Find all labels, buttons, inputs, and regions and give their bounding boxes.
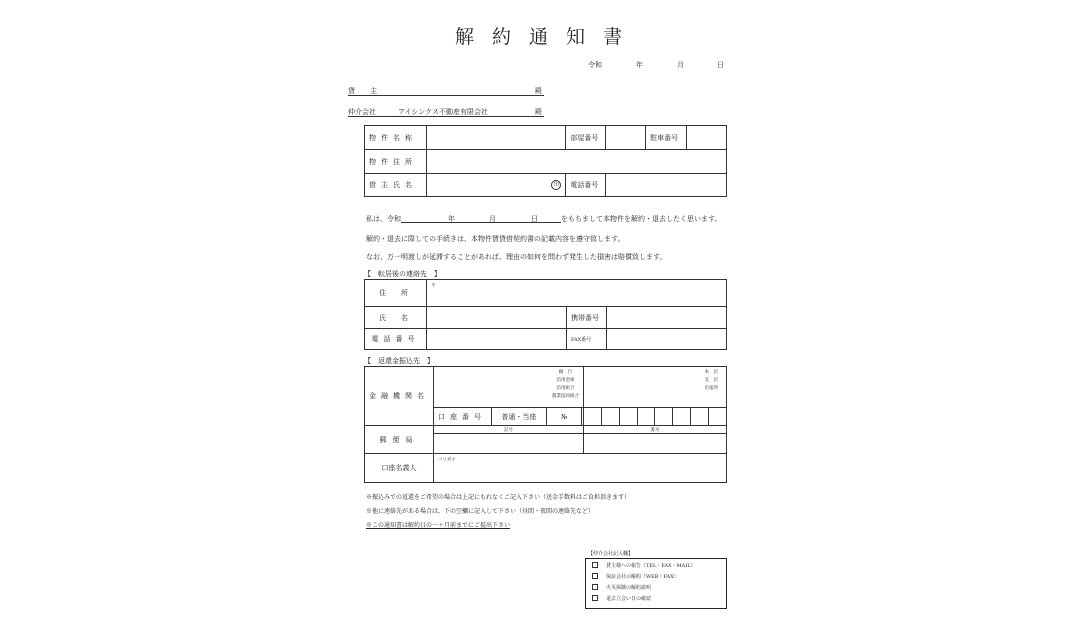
account-digit-1[interactable] <box>584 408 602 426</box>
checklist-item[interactable] <box>592 595 720 606</box>
document-title: 解約通知書 <box>455 26 641 48</box>
forwarding-address-field[interactable] <box>427 280 727 307</box>
account-type-selector[interactable]: 普通・当座 <box>491 408 546 426</box>
kigou-label: 記号 <box>434 426 584 434</box>
landlord-line[interactable] <box>348 86 544 96</box>
agent-suffix: 殿 <box>535 108 542 116</box>
statement-suffix: をもちまして本物件を解約・退去したく思います。 <box>561 215 722 223</box>
refund-heading: 【 返還金振込先 】 <box>364 357 434 365</box>
checkbox[interactable] <box>592 562 598 568</box>
property-table <box>364 125 727 197</box>
bank-name-field[interactable] <box>434 367 584 408</box>
tenant-phone-label: 電話番号 <box>566 174 606 197</box>
refund-table <box>364 366 727 483</box>
room-number-label: 部屋番号 <box>566 126 606 150</box>
property-address-label: 物件住所 <box>365 150 427 174</box>
bank-type-list <box>552 369 579 401</box>
checklist-item[interactable] <box>592 573 720 584</box>
checklist-label-guarantor: 保証会社の解約（WEB・FAX） <box>606 574 679 580</box>
account-holder-label: 口座名義人 <box>365 454 434 483</box>
tenant-name-field[interactable] <box>426 174 565 197</box>
account-digit-4[interactable] <box>637 408 655 426</box>
checkbox[interactable] <box>592 595 598 601</box>
agent-label: 仲介会社 <box>348 108 376 116</box>
landlord-suffix: 殿 <box>535 87 542 95</box>
property-address-field[interactable] <box>426 150 726 174</box>
note-other-contact: ※他に連絡先がある場合は、下の空欄に記入して下さい（昼間・夜間の連絡先など） <box>366 508 595 515</box>
bangou-field[interactable] <box>584 434 727 454</box>
agent-line <box>348 107 544 117</box>
bank-type-nokyo: 農業協同組合 <box>552 394 579 399</box>
checkbox[interactable] <box>592 573 598 579</box>
forwarding-heading: 【 転居後の連絡先 】 <box>364 270 441 278</box>
account-digit-7[interactable] <box>691 408 709 426</box>
tenant-name-label: 借主氏名 <box>365 174 427 197</box>
date-era: 令和 <box>588 61 602 69</box>
checklist-item[interactable] <box>592 584 720 595</box>
account-digit-2[interactable] <box>601 408 619 426</box>
branch-type-list <box>705 369 719 393</box>
mobile-field[interactable] <box>607 307 727 329</box>
account-number-label: 口座番号 <box>434 408 492 426</box>
forwarding-phone-label: 電話番号 <box>365 329 427 350</box>
statement-prefix: 私は、令和 <box>366 215 401 223</box>
account-holder-field[interactable] <box>434 454 727 483</box>
branch-name-field[interactable] <box>584 367 727 408</box>
statement-line-2: 解約・退去に際しての手続きは、本物件賃貸借契約書の記載内容を遵守致します。 <box>366 235 625 243</box>
statement-day: 日 <box>531 215 538 223</box>
number-mark: № <box>547 408 582 426</box>
forwarding-address-label: 住 所 <box>365 280 427 307</box>
note-transfer: ※振込みでの返還をご希望の場合は上記にもれなくご記入下さい（送金手数料はご負担頂きます） <box>366 494 631 501</box>
checklist-label-insurance: 火災保険の解約説明 <box>606 585 652 591</box>
bangou-label: 番号 <box>584 426 727 434</box>
bank-type-bank: 銀 行 <box>558 370 573 375</box>
date-day: 日 <box>717 61 724 69</box>
room-number-field[interactable] <box>606 126 646 150</box>
account-digit-8[interactable] <box>709 408 727 426</box>
fax-label: FAX番号 <box>567 329 607 350</box>
statement-line-1 <box>366 214 721 224</box>
kigou-field[interactable] <box>434 434 584 454</box>
fax-field[interactable] <box>607 329 727 350</box>
forwarding-table <box>364 279 727 350</box>
agent-box-heading: 【仲介会社記入欄】 <box>588 551 634 557</box>
checkbox[interactable] <box>592 584 598 590</box>
post-office-label: 郵便局 <box>365 426 434 454</box>
parking-number-field[interactable] <box>687 126 727 150</box>
seal-mark: 印 <box>551 180 561 190</box>
furigana-label: フリガナ <box>438 458 456 463</box>
property-name-field[interactable] <box>426 126 565 150</box>
bank-type-shinkumi: 信用組合 <box>556 386 575 391</box>
forwarding-name-field[interactable] <box>427 307 567 329</box>
landlord-label: 貸 主 <box>348 87 381 95</box>
forwarding-name-label: 氏 名 <box>365 307 427 329</box>
checklist-label-inspection: 退去立会い日の確認 <box>606 596 652 602</box>
tenant-phone-field[interactable] <box>606 174 727 197</box>
parking-number-label: 駐車番号 <box>646 126 687 150</box>
branch-type-branch: 支 店 <box>704 378 718 383</box>
forwarding-phone-field[interactable] <box>427 329 567 350</box>
statement-month: 月 <box>489 215 496 223</box>
checklist-item[interactable] <box>592 562 720 573</box>
move-out-date-field[interactable] <box>401 214 561 223</box>
statement-year: 年 <box>448 215 455 223</box>
agent-checklist <box>585 558 727 609</box>
date-month: 月 <box>677 61 684 69</box>
property-name-label: 物件名称 <box>365 126 427 150</box>
bank-label: 金融機関名 <box>365 367 434 426</box>
date-year: 年 <box>636 61 643 69</box>
statement-line-3: なお、万一明渡しが延滞することがあれば、理由の如何を問わず発生した損害は賠償致します。 <box>366 253 667 261</box>
mobile-label: 携帯番号 <box>567 307 607 329</box>
agent-name: アイシンクス不動産有限会社 <box>398 108 488 116</box>
account-digit-3[interactable] <box>619 408 637 426</box>
bank-type-shinkin: 信用金庫 <box>556 378 575 383</box>
branch-type-main: 本 店 <box>704 370 718 375</box>
note-deadline: ※この通知書は解約日の一ヶ月前までにご提出下さい <box>366 522 511 529</box>
postal-mark: 〒 <box>431 283 437 289</box>
account-digit-5[interactable] <box>655 408 673 426</box>
checklist-label-report: 貸主様への報告（TEL・FAX・MAIL） <box>606 563 696 569</box>
branch-type-sub: 出張所 <box>704 386 718 391</box>
account-digit-6[interactable] <box>673 408 691 426</box>
